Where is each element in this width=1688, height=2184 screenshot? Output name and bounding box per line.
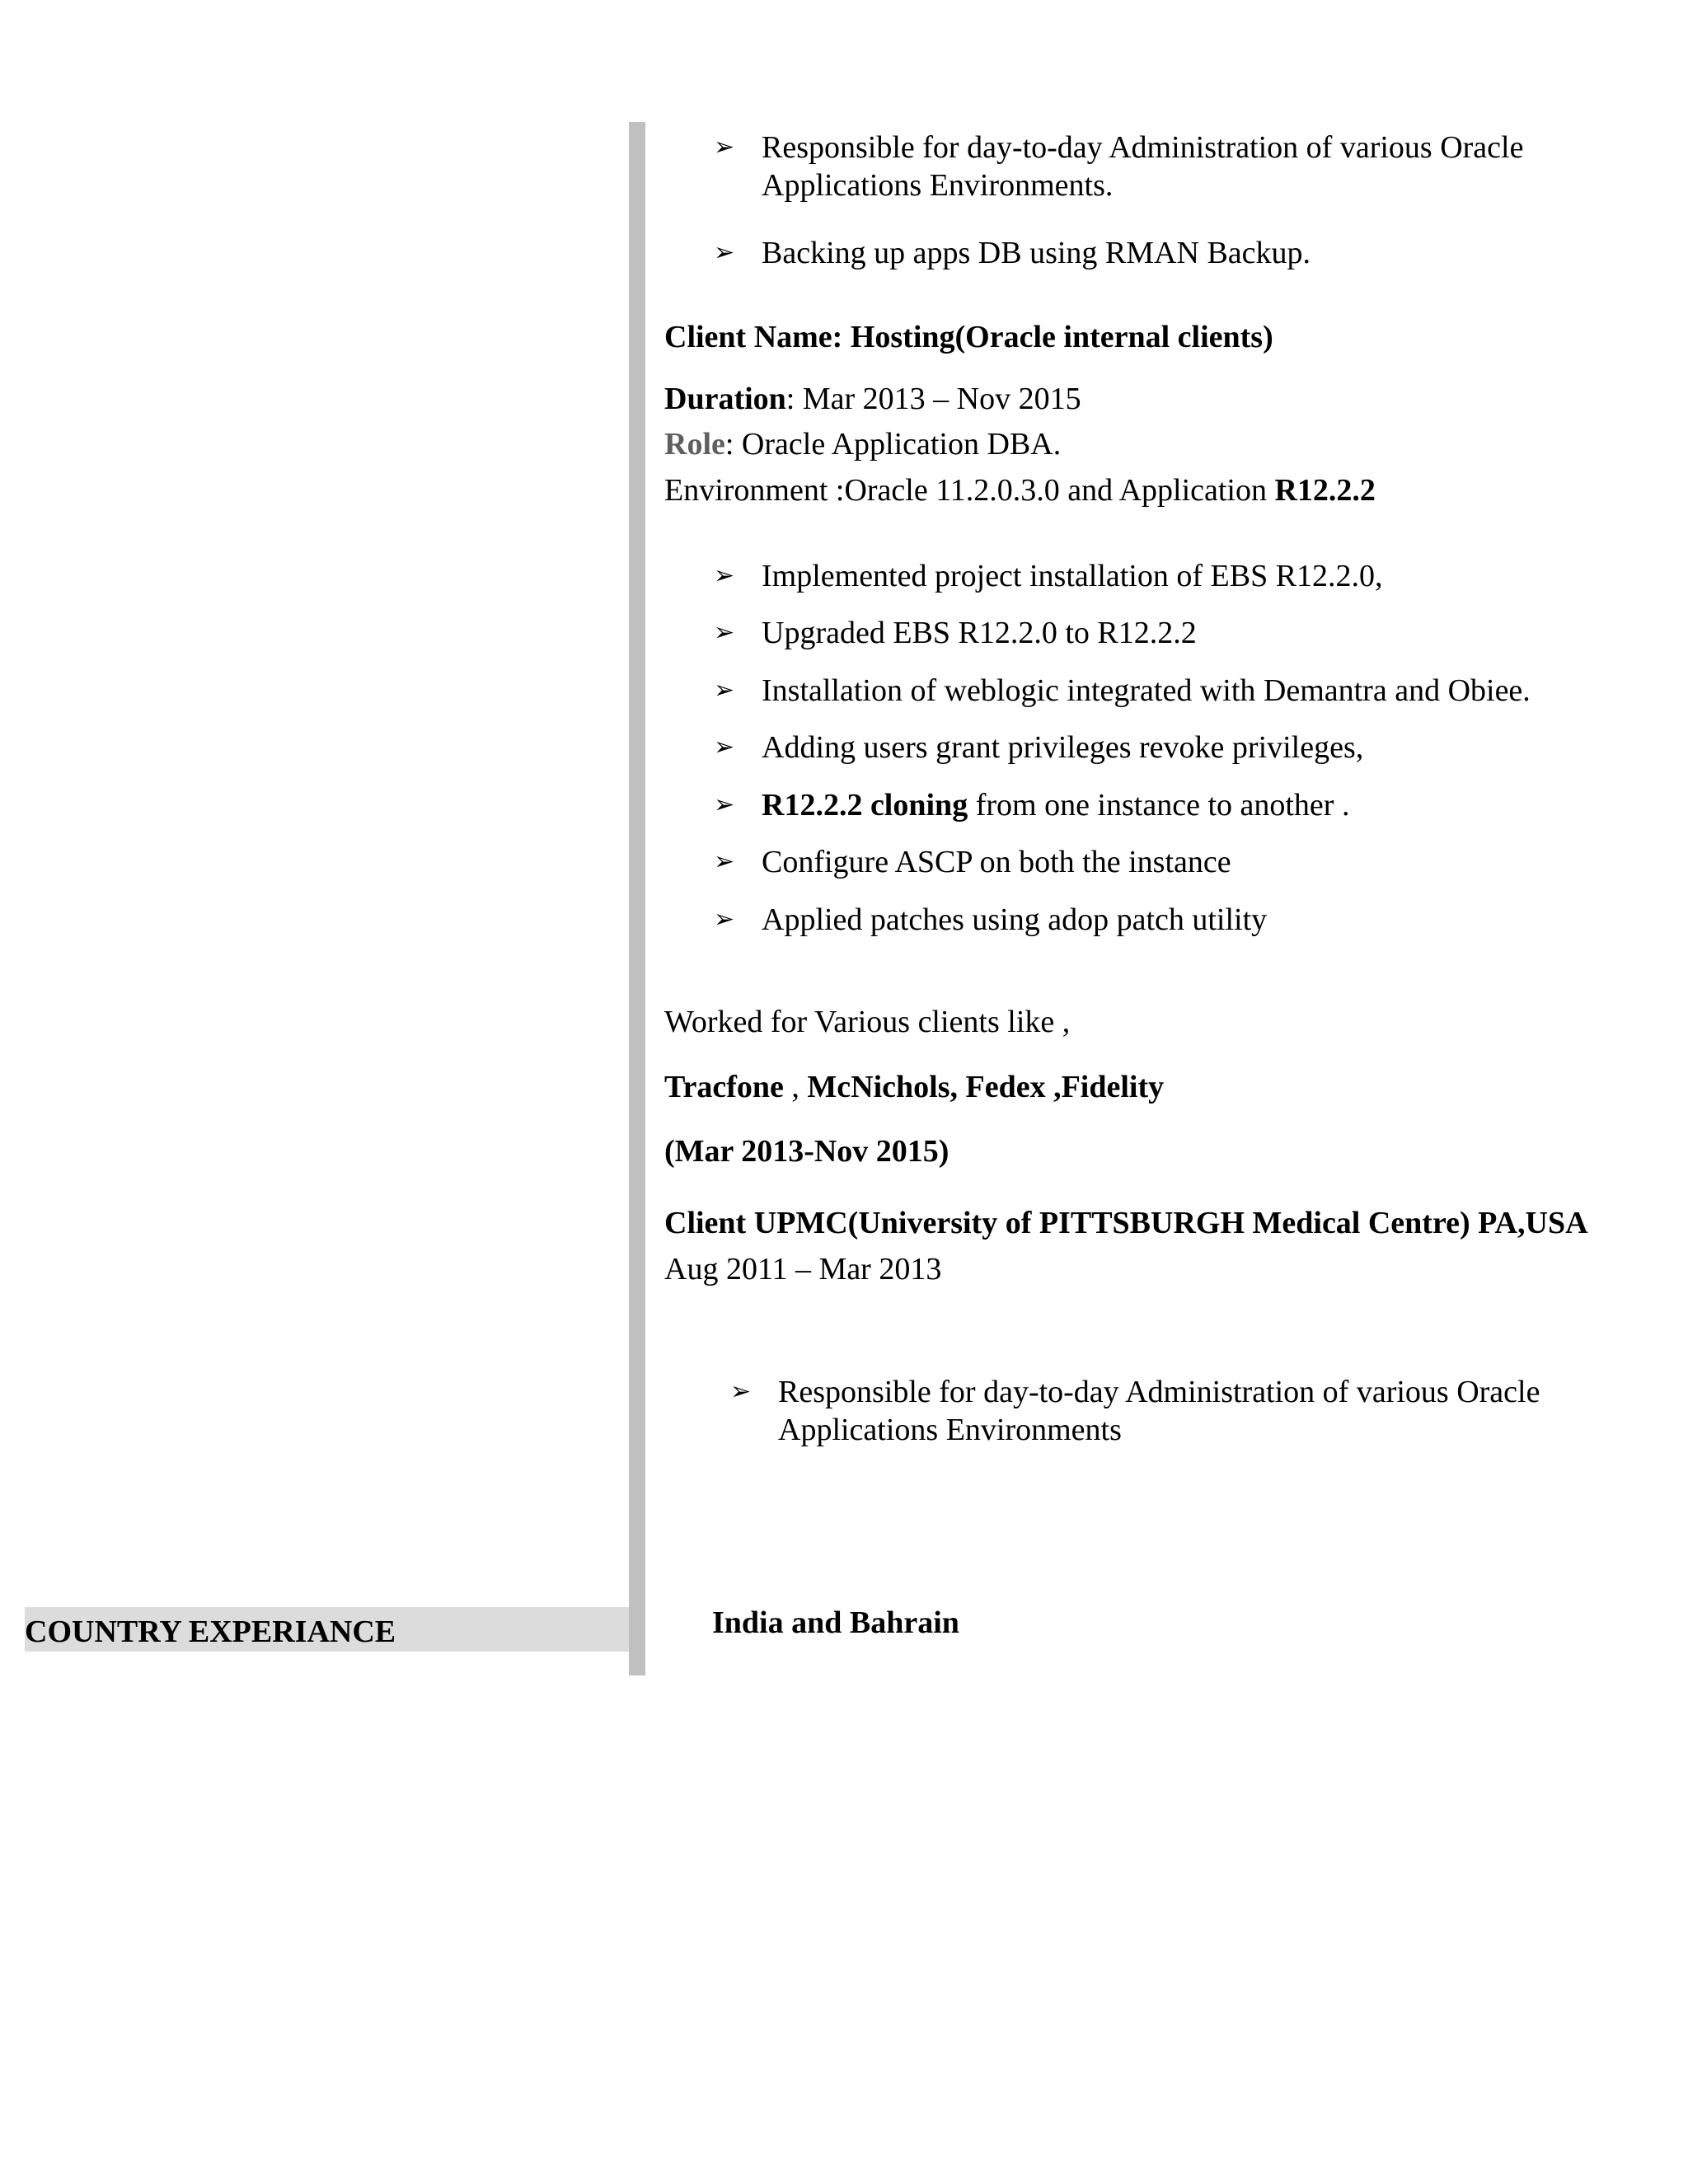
resume-page: ➢ Responsible for day-to-day Administration of various Oracle Applications Environments. ➢ Backing up apps DB using RMAN Backup. Client Name: Hosting(Oracle internal clients) Duration: Mar 2013 – Nov 2015 Role: Oracle Application DBA. Environment :Oracle 11.2.0.3.0 and Application R12.2.2 ➢ Implemented project installation of EBS R12.2.0, ➢ Upgraded EBS R12.2.0 to R12.2.2 ➢ Installation of weblogic integrated with Demantra and Obiee. ➢ Adding users grant privileges revoke privileges, ➢ R12.2.2 cloning from one instance to another . ➢ Configure ASCP on both the instance ➢ Applied patches using adop patch utility Worked for Various clients like , Tracfone , McNichols, Fedex ,Fidelity (Mar 2013-Nov 2015) Client UPMC(University of PITTSBURGH Medical Centre) PA,USA Aug 2011 – Mar 2013 ➢ Responsible for day-to-day Administration of various Oracle Applications Environments COUNTRY EXPERIANCE India and Bahrain — [0, 0, 1688, 2184]
arrow-bullet-icon: ➢ — [714, 133, 735, 162]
arrow-bullet-icon: ➢ — [714, 733, 735, 762]
section-label: COUNTRY EXPERIANCE — [25, 1615, 396, 1649]
arrow-bullet-icon: ➢ — [714, 790, 735, 819]
section-divider-bar — [629, 122, 645, 1675]
duration-line: Duration: Mar 2013 – Nov 2015 — [664, 382, 1081, 416]
country-value: India and Bahrain — [712, 1605, 959, 1640]
arrow-bullet-icon: ➢ — [714, 238, 735, 267]
arrow-bullet-icon: ➢ — [714, 618, 735, 647]
role-line: Role: Oracle Application DBA. — [664, 427, 1062, 462]
arrow-bullet-icon: ➢ — [714, 905, 735, 934]
project-dates: Aug 2011 – Mar 2013 — [664, 1252, 942, 1286]
clients-list: Tracfone , McNichols, Fedex ,Fidelity — [664, 1070, 1165, 1104]
clients-period: (Mar 2013-Nov 2015) — [664, 1134, 950, 1169]
arrow-bullet-icon: ➢ — [714, 847, 735, 876]
client-heading: Client UPMC(University of PITTSBURGH Medical Centre) PA,USA — [664, 1206, 1588, 1240]
arrow-bullet-icon: ➢ — [714, 561, 735, 590]
arrow-bullet-icon: ➢ — [714, 676, 735, 705]
clients-intro: Worked for Various clients like , — [664, 1005, 1071, 1039]
client-heading: Client Name: Hosting(Oracle internal clients) — [664, 320, 1273, 354]
arrow-bullet-icon: ➢ — [730, 1377, 752, 1406]
environment-line: Environment :Oracle 11.2.0.3.0 and Application R12.2.2 — [664, 473, 1376, 508]
